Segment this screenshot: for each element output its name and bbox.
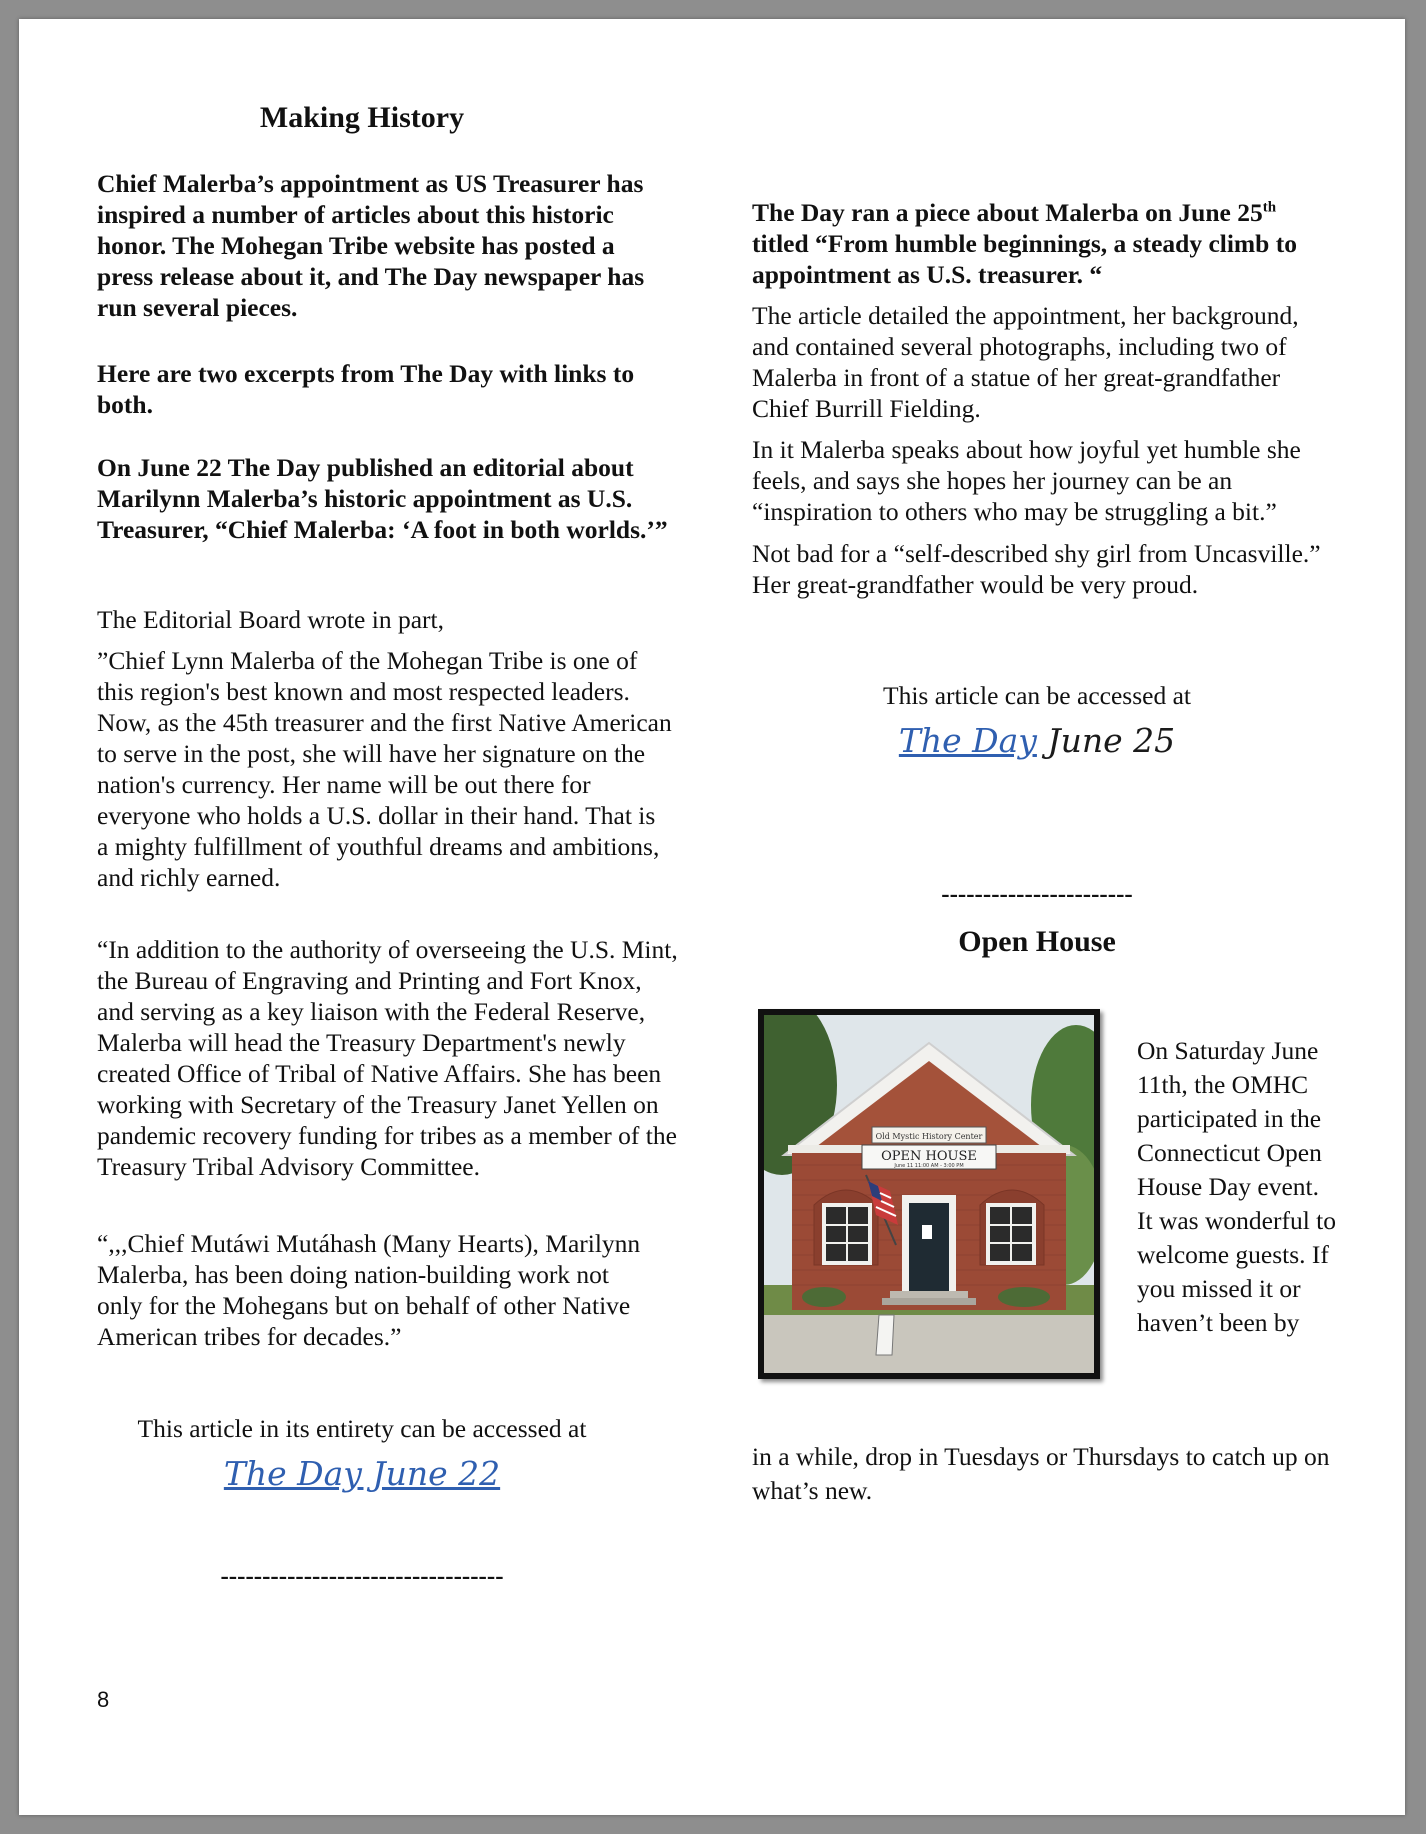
lead-text-b: titled “From humble beginnings, a steady climb to appointment as U.S. treasurer. “ (752, 229, 1297, 289)
the-day-june-22-link[interactable]: The Day June 22 (223, 1454, 501, 1493)
article-detail-paragraph: The article detailed the appointment, her background, and contained several photographs, including two of Malerba in front of a statue of her great-grandfather Chief Burrill Fielding. (752, 301, 1299, 423)
open-house-text-wrapped: On Saturday June 11th, the OMHC participated in the Connecticut Open House Day event. It was wonderful to welcome guests. If you missed it or haven’t been by (1137, 1036, 1336, 1337)
link-container-left (97, 1454, 627, 1493)
access-text-right: This article can be accessed at (883, 681, 1191, 710)
quote-paragraph-2: “In addition to the authority of overseeing the U.S. Mint, the Bureau of Engraving and Printing and Fort Knox, and serving as a key liaison with the Federal Reserve, Malerba will head the Treasury Department's newly created Office of Tribal of Native Affairs. She has been working with Secretary of the Treasury Janet Yellen on pandemic recovery funding for tribes as a member of the Treasury Tribal Advisory Committee. (97, 935, 678, 1181)
link-container-right (752, 721, 1322, 760)
lead-superscript: th (1262, 199, 1277, 216)
sign-main-text: OPEN HOUSE (881, 1149, 977, 1164)
intro-paragraph: Chief Malerba’s appointment as US Treasurer has inspired a number of articles about this historic honor. The Mohegan Tribe website has posted a press release about it, and The Day newspaper has run several pieces. (97, 169, 645, 322)
editorial-intro-paragraph: On June 22 The Day published an editorial about Marilynn Malerba’s historic appointment as U.S. Treasurer, “Chief Malerba: ‘A foot in both worlds.’” (97, 453, 668, 544)
quote-paragraph-1: ”Chief Lynn Malerba of the Mohegan Tribe is one of this region's best known and most respected leaders. Now, as the 45th treasurer and the first Native American to serve in the post, she will have her signature on the nation's currency. Her name will be out there for everyone who holds a U.S. dollar in their hand. That is a mighty fulfillment of youthful dreams and ambitions, and richly earned. (97, 646, 672, 892)
making-history-title: Making History (259, 101, 465, 134)
lead-text-a: The Day ran a piece about Malerba on June 25 (752, 198, 1263, 227)
history-center-building-image (764, 1015, 1094, 1373)
newsletter-page (19, 19, 1405, 1815)
editorial-board-line: The Editorial Board wrote in part, (97, 605, 444, 634)
divider-right: ----------------------- (941, 881, 1133, 908)
june-25-lead-paragraph (752, 197, 1337, 290)
open-house-photo (758, 1009, 1100, 1379)
shy-girl-paragraph: Not bad for a “self-described shy girl from Uncasville.” Her great-grandfather would be very proud. (752, 539, 1321, 599)
open-house-title: Open House (958, 925, 1116, 958)
divider-left: ---------------------------------- (220, 1563, 504, 1590)
open-house-text-continued: in a while, drop in Tuesdays or Thursdays to catch up on what’s new. (752, 1442, 1330, 1505)
page-number: 8 (97, 1687, 110, 1712)
quote-paragraph-3: “,,,Chief Mutáwi Mutáhash (Many Hearts), Marilynn Malerba, has been doing nation-building work not only for the Mohegans but on behalf of other Native American tribes for decades.” (97, 1229, 641, 1351)
sign-top-text: Old Mystic History Center (875, 1132, 983, 1141)
access-text-left: This article in its entirety can be accessed at (137, 1414, 587, 1443)
june-25-suffix: June 25 (1036, 721, 1176, 760)
excerpts-paragraph: Here are two excerpts from The Day with links to both. (97, 359, 635, 419)
joyful-paragraph: In it Malerba speaks about how joyful yet humble she feels, and says she hopes her journey can be an “inspiration to others who may be struggling a bit.” (752, 435, 1301, 526)
the-day-june-25-link[interactable]: The Day (898, 721, 1037, 760)
sign-sub-text: June 11 11:00 AM - 3:00 PM (894, 1163, 964, 1169)
